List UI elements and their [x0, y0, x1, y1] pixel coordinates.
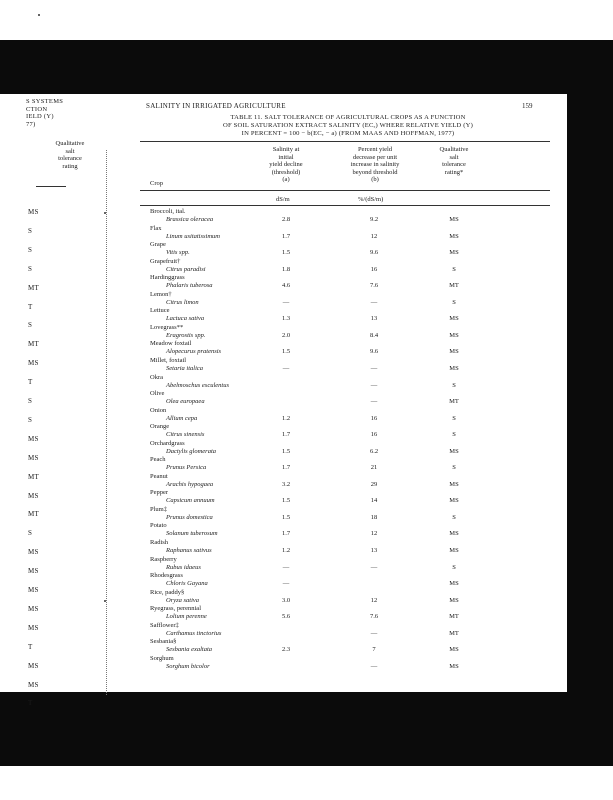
rating-value: S [452, 265, 456, 273]
left-rating: MT [28, 472, 40, 481]
rating-value: MS [449, 596, 459, 604]
rating-value: MS [449, 232, 459, 240]
rating-value: S [452, 513, 456, 521]
decrease-value: 21 [370, 464, 378, 472]
crop-scientific-name: Abelmoschus esculentus [166, 381, 230, 389]
decrease-value: — [370, 398, 378, 406]
table-row [150, 605, 207, 621]
rating-value: S [452, 464, 456, 472]
running-head: SALINITY IN IRRIGATED AGRICULTURE [146, 102, 286, 110]
table-row [150, 340, 221, 356]
threshold-value: 1.5 [281, 497, 291, 505]
table-row [150, 225, 220, 241]
crop-scientific-name: Alopecurus pratensis [166, 348, 222, 356]
table-row [150, 506, 213, 522]
threshold-value: — [282, 364, 290, 372]
crop-scientific-name: Linum usitatissimum [166, 232, 220, 240]
left-rating: MS [28, 434, 39, 443]
crop-name: Plum‡ [150, 505, 167, 513]
threshold-value: — [282, 563, 290, 571]
threshold-value: 1.2 [281, 414, 291, 422]
crop-name: Safflower‡ [150, 621, 179, 629]
threshold-value: — [282, 580, 290, 588]
crop-name: Flax [150, 224, 162, 232]
threshold-value: 1.7 [281, 431, 291, 439]
rating-value: MS [449, 447, 459, 455]
decrease-value: — [370, 364, 378, 372]
decrease-value: 7.6 [369, 282, 379, 290]
table-row [150, 390, 205, 406]
crop-name: Pepper [150, 489, 169, 497]
decrease-value: — [370, 381, 378, 389]
table-row [150, 374, 229, 390]
left-rating: MS [28, 208, 39, 216]
crop-scientific-name: Allium cepa [166, 414, 198, 422]
threshold-value: 3.0 [281, 596, 291, 604]
left-rating: T [28, 699, 33, 708]
decrease-value: — [370, 563, 378, 571]
crop-name: Raspberry [150, 555, 177, 563]
crop-name: Peanut [150, 472, 168, 480]
decrease-value: 18 [370, 513, 378, 521]
decrease-value: 13 [370, 315, 378, 323]
crop-name: Lettuce [150, 307, 170, 315]
rating-value: S [452, 414, 456, 422]
left-column-rule [36, 186, 66, 187]
scan-speck [104, 212, 106, 214]
rating-value: MS [449, 315, 459, 323]
table-row [150, 622, 221, 638]
left-rating: MT [28, 510, 40, 519]
crop-scientific-name: Arachis hypogaea [166, 480, 214, 488]
scan-speck [104, 600, 106, 602]
rating-value: MS [449, 547, 459, 554]
table-row [150, 241, 190, 257]
crop-scientific-name: Sorghum bicolor [166, 662, 210, 670]
threshold-value: — [282, 298, 290, 306]
crop-name: Millet, foxtail [150, 356, 187, 364]
crop-name: Peach [150, 456, 166, 464]
rating-value: S [452, 431, 456, 439]
table-row [150, 556, 201, 572]
threshold-value: 1.7 [281, 464, 291, 472]
threshold-value: 2.8 [281, 216, 291, 223]
crop-scientific-name: Prunus domestica [166, 513, 213, 521]
left-rating: T [28, 302, 33, 311]
left-rating: MT [28, 283, 40, 292]
table-row [150, 473, 213, 489]
decrease-value: 16 [370, 414, 378, 422]
table-units-rule [140, 205, 550, 206]
crop-name: Ryegrass, perennial [150, 605, 202, 613]
table-row [150, 655, 210, 671]
table-row [150, 572, 208, 588]
threshold-value: 1.7 [281, 232, 291, 240]
decrease-value: 12 [370, 232, 378, 240]
decrease-value: 13 [370, 547, 378, 554]
decrease-value: 16 [370, 265, 378, 273]
crop-column-header: Crop [150, 180, 163, 187]
rating-value: MT [449, 629, 459, 637]
table-row [150, 324, 206, 340]
crop-scientific-name: Citrus limon [166, 298, 199, 306]
rating-value: MS [449, 530, 459, 538]
threshold-value: 3.2 [281, 480, 291, 488]
crop-name: Lemon† [150, 290, 172, 298]
left-rating: S [28, 264, 33, 273]
left-rating: S [28, 245, 33, 254]
threshold-value: 2.0 [281, 331, 291, 339]
crop-scientific-name: Sesbania exaltata [166, 646, 213, 654]
rating-value: MS [449, 216, 459, 223]
crop-scientific-name: Prunus Persica [166, 464, 207, 472]
crop-name: Hardinggrass [150, 274, 185, 282]
crop-name: Grapefruit† [150, 257, 181, 265]
left-rating: MS [28, 359, 39, 368]
decrease-value: 7.6 [369, 613, 379, 621]
table-row [150, 489, 215, 505]
rating-value: S [452, 563, 456, 571]
left-rating: MS [28, 586, 39, 594]
threshold-value: 1.5 [281, 348, 291, 356]
decrease-value: 8.4 [369, 331, 379, 339]
crop-name: Radish [150, 539, 169, 546]
crop-name: Onion [150, 406, 167, 414]
crop-scientific-name: Lactuca sativa [166, 315, 205, 323]
left-rating: MS [28, 567, 39, 576]
table-caption: TABLE 11. SALT TOLERANCE OF AGRICULTURAL CROPS AS A FUNCTION OF SOIL SATURATION EXTRACT SALINITY (ECₑ) WHERE RELATIVE YIELD (Y) IN PERCENT = 100 − b(ECₑ − a) (FROM MAAS AND HOFFMAN, 1977) [223, 114, 473, 137]
left-rating: MT [28, 340, 40, 349]
decrease-value: 9.2 [369, 216, 379, 223]
rating-value: MS [449, 497, 459, 505]
left-rating: MS [28, 453, 39, 462]
crop-scientific-name: Citrus sinensis [166, 431, 205, 439]
crop-scientific-name: Capsicum annuum [166, 497, 215, 505]
left-rating: MS [28, 604, 39, 613]
crop-name: Olive [150, 390, 165, 398]
left-rating-column-header: Qualitative salt tolerance rating [55, 140, 85, 170]
table-header-rule [140, 190, 550, 191]
rating-value: MS [449, 364, 459, 372]
crop-name: Rice, paddy§ [150, 588, 185, 596]
decrease-column-header: Percent yield decrease per unit increase in salinity beyond threshold (b) [350, 146, 400, 184]
crop-scientific-name: Oryza sativa [166, 596, 200, 604]
crop-scientific-name: Phalaris tuberosa [166, 282, 213, 290]
left-rating: MS [28, 623, 39, 632]
crop-name: Orange [150, 423, 170, 431]
threshold-column-header: Salinity at initial yield decline (threshold) (a) [269, 146, 303, 184]
crop-scientific-name: Solanum tuberosum [166, 530, 218, 538]
decrease-value: 16 [370, 431, 378, 439]
threshold-value: 1.2 [281, 547, 291, 554]
threshold-value: 5.6 [281, 613, 291, 621]
threshold-value: 2.3 [281, 646, 291, 654]
page-gutter [106, 150, 108, 695]
threshold-value: 4.6 [281, 282, 291, 290]
decrease-value: 12 [370, 596, 378, 604]
crop-name: Okra [150, 373, 163, 381]
left-rating: S [28, 321, 33, 330]
decrease-value: 7 [372, 646, 376, 654]
crop-name: Lovegrass** [150, 323, 184, 331]
threshold-units: dS/m [276, 196, 290, 203]
decrease-value: — [370, 298, 378, 306]
scan-speck [38, 14, 40, 16]
crop-scientific-name: Dactylis glomerata [166, 447, 217, 455]
left-rating: S [28, 226, 33, 235]
table-row [150, 258, 206, 274]
crop-name: Orchardgrass [150, 439, 185, 447]
page-number: 159 [522, 102, 533, 110]
rating-value: MS [449, 249, 459, 257]
rating-column-header: Qualitative salt tolerance rating* [439, 146, 469, 176]
table-row [150, 638, 212, 654]
crop-name: Sesbania§ [150, 638, 177, 646]
scan-shadow-top [0, 40, 613, 94]
table-top-rule [140, 141, 550, 142]
table-row [150, 539, 212, 555]
decrease-value: 12 [370, 530, 378, 538]
left-page-header: S SYSTEMS CTION IELD (Y) 77) [26, 98, 64, 128]
crop-scientific-name: Eragrostis spp. [166, 331, 206, 339]
rating-value: MS [449, 580, 459, 588]
table-row [150, 589, 199, 605]
scan-shadow-bottom [0, 692, 613, 766]
crop-name: Broccoli, ital. [150, 208, 186, 215]
left-rating: MS [28, 661, 39, 670]
decrease-value: 9.6 [369, 348, 379, 356]
decrease-value: 6.2 [369, 447, 379, 455]
scan-shadow-left [0, 40, 26, 70]
table-row [150, 208, 213, 224]
crop-scientific-name: Setaria italica [166, 364, 204, 372]
crop-scientific-name: Chloris Gayana [166, 580, 208, 588]
left-rating: S [28, 529, 33, 538]
table-row [150, 522, 218, 538]
crop-scientific-name: Olea europaea [166, 398, 205, 406]
crop-name: Grape [150, 241, 166, 249]
crop-scientific-name: Carthamus tinctorius [166, 629, 222, 637]
threshold-value: 1.3 [281, 315, 291, 323]
left-rating: T [28, 642, 33, 651]
threshold-value: 1.8 [281, 265, 291, 273]
rating-value: MS [449, 662, 459, 670]
crop-scientific-name: Vitis spp. [166, 249, 190, 257]
crop-name: Sorghum [150, 654, 174, 662]
rating-value: MS [449, 331, 459, 339]
table-row [150, 291, 199, 307]
threshold-value: 1.7 [281, 530, 291, 538]
crop-scientific-name: Rubus idaeus [166, 563, 201, 571]
crop-scientific-name: Raphanus sativus [166, 547, 212, 554]
decrease-value: 14 [370, 497, 378, 505]
crop-name: Potato [150, 522, 167, 530]
left-rating: MS [28, 680, 39, 689]
left-rating: S [28, 397, 33, 405]
decrease-units: %/(dS/m) [358, 196, 384, 203]
decrease-value: 9.6 [369, 249, 379, 257]
crop-scientific-name: Brassica oleracea [166, 216, 214, 223]
rating-value: S [452, 381, 456, 389]
crop-scientific-name: Lolium perenne [166, 613, 207, 621]
left-rating: S [28, 415, 33, 424]
decrease-value: — [370, 662, 378, 670]
table-row [150, 274, 213, 290]
crop-name: Meadow foxtail [150, 340, 192, 348]
decrease-value: — [370, 629, 378, 637]
table-row [150, 357, 203, 373]
rating-value: MS [449, 480, 459, 488]
threshold-value: 1.5 [281, 249, 291, 257]
table-row [150, 440, 216, 456]
rating-value: S [452, 298, 456, 306]
rating-value: MT [449, 282, 459, 290]
left-rating: MS [28, 491, 39, 500]
crop-scientific-name: Citrus paradisi [166, 265, 206, 273]
left-rating: T [28, 378, 33, 387]
scan-shadow-right [567, 94, 613, 694]
table-row [150, 423, 204, 439]
crop-name: Rhodesgrass [150, 572, 183, 580]
threshold-value: 1.5 [281, 447, 291, 455]
decrease-value: 29 [370, 480, 378, 488]
rating-value: MS [449, 646, 459, 654]
table-row [150, 407, 197, 423]
rating-value: MS [449, 348, 459, 356]
rating-value: MT [449, 398, 459, 406]
rating-value: MT [449, 613, 459, 621]
table-row [150, 307, 204, 323]
table-row [150, 456, 206, 472]
threshold-value: 1.5 [281, 513, 291, 521]
left-rating: MS [28, 548, 39, 557]
